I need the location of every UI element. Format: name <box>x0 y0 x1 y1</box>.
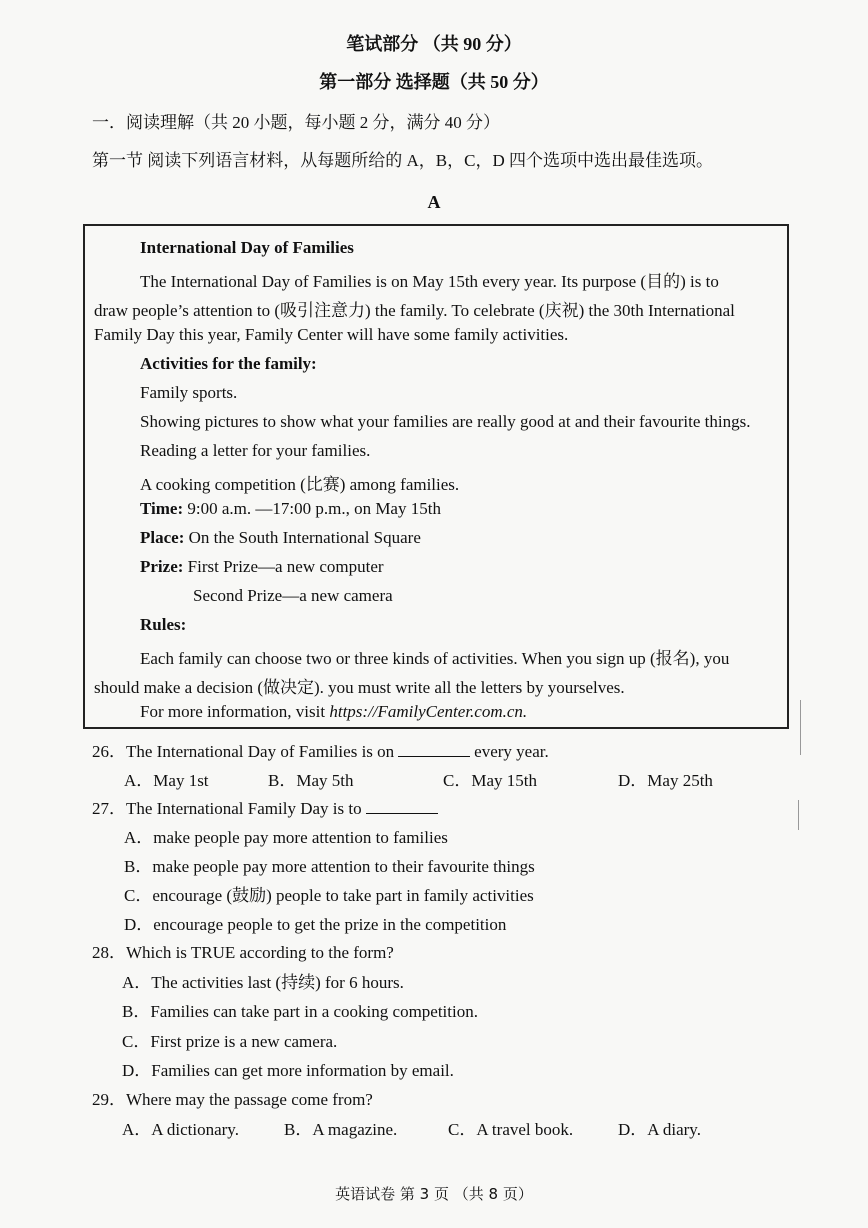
option-text: make people pay more attention to families <box>153 828 448 847</box>
scan-edge-line <box>798 800 799 830</box>
question-number: 26． <box>92 742 126 761</box>
option-b <box>124 852 535 877</box>
option-letter: D． <box>618 771 648 790</box>
activity-item: Family sports. <box>140 383 238 402</box>
notice-para-line-2: draw people’s attention to (吸引注意力) the family. To celebrate (庆祝) the 30th International <box>94 301 735 320</box>
option-text: May 25th <box>647 771 713 790</box>
option-text: A magazine. <box>312 1120 398 1139</box>
option-letter: B． <box>122 1002 151 1021</box>
question-stem: Which is TRUE according to the form? <box>126 943 394 962</box>
option-c <box>443 766 537 791</box>
option-letter: A． <box>122 1120 152 1139</box>
place-label: Place: <box>140 528 185 547</box>
time-value: 9:00 a.m. —17:00 p.m., on May 15th <box>187 499 441 518</box>
option-text: May 1st <box>153 771 209 790</box>
option-text: May 15th <box>471 771 537 790</box>
option-b <box>284 1115 397 1140</box>
question-stem: The International Family Day is to <box>126 799 362 818</box>
option-text: The activities last (持续) for 6 hours. <box>151 973 404 992</box>
question-28 <box>92 938 394 963</box>
question-number: 27． <box>92 799 126 818</box>
part-one-title: 第一部分 选择题（共 50 分） <box>319 72 549 92</box>
section-reading-heading: 一．阅读理解（共 20 小题，每小题 2 分，满分 40 分） <box>92 113 500 132</box>
question-stem: Where may the passage come from? <box>126 1090 373 1109</box>
question-stem: The International Day of Families is on <box>126 742 395 761</box>
option-d <box>122 1056 454 1081</box>
question-26 <box>92 737 549 762</box>
option-a <box>122 968 404 993</box>
option-d <box>124 910 506 935</box>
activity-item: Reading a letter for your families. <box>140 441 371 460</box>
option-text: make people pay more attention to their favourite things <box>152 857 535 876</box>
more-info-url: https://FamilyCenter.com.cn. <box>329 702 528 721</box>
scan-edge-line <box>800 700 801 755</box>
option-a <box>124 823 448 848</box>
rules-heading: Rules: <box>140 615 187 634</box>
option-text: A diary. <box>647 1120 701 1139</box>
option-letter: C． <box>443 771 472 790</box>
more-info-text: For more information, visit <box>140 702 330 721</box>
option-text: First prize is a new camera. <box>150 1032 338 1051</box>
option-letter: D． <box>618 1120 648 1139</box>
question-27 <box>92 794 442 819</box>
option-b <box>268 766 353 791</box>
option-letter: C． <box>122 1032 151 1051</box>
option-text: Families can get more information by email. <box>151 1061 454 1080</box>
prize-label: Prize: <box>140 557 184 576</box>
rules-line-1: Each family can choose two or three kinds of activities. When you sign up (报名), you <box>140 649 730 668</box>
option-letter: C． <box>124 886 153 905</box>
option-letter: A． <box>124 771 154 790</box>
question-number: 28． <box>92 943 126 962</box>
place-row <box>140 528 421 548</box>
option-text: encourage (鼓励) people to take part in family activities <box>152 886 534 905</box>
option-a <box>122 1115 239 1140</box>
more-info-row <box>140 702 527 722</box>
question-stem-end: every year. <box>474 742 549 761</box>
page-footer: 英语试卷 第 3 页 （共 8 页） <box>335 1185 533 1203</box>
option-text: May 5th <box>296 771 354 790</box>
option-d <box>618 1115 701 1140</box>
notice-para-line-1: The International Day of Families is on May 15th every year. Its purpose (目的) is to <box>140 272 719 291</box>
option-letter: A． <box>124 828 154 847</box>
option-letter: D． <box>124 915 154 934</box>
option-a <box>124 766 209 791</box>
option-c <box>122 1027 337 1052</box>
option-c <box>448 1115 573 1140</box>
notice-para-line-3: Family Day this year, Family Center will have some family activities. <box>94 325 569 344</box>
rules-line-2: should make a decision (做决定). you must write all the letters by yourselves. <box>94 678 625 697</box>
section-instruction: 第一节 阅读下列语言材料，从每题所给的 A，B，C，D 四个选项中选出最佳选项。 <box>92 151 713 170</box>
question-29 <box>92 1085 373 1110</box>
option-b <box>122 997 478 1022</box>
option-letter: B． <box>124 857 153 876</box>
time-row <box>140 499 441 519</box>
option-text: A travel book. <box>476 1120 574 1139</box>
option-text: Families can take part in a cooking competition. <box>150 1002 478 1021</box>
written-part-title: 笔试部分 （共 90 分） <box>346 34 522 54</box>
question-number: 29． <box>92 1090 126 1109</box>
option-d <box>618 766 713 791</box>
prize-first: First Prize—a new computer <box>187 557 384 576</box>
option-letter: D． <box>122 1061 152 1080</box>
passage-letter: A <box>427 192 441 212</box>
activities-heading: Activities for the family: <box>140 354 317 373</box>
answer-blank <box>398 742 470 757</box>
notice-title: International Day of Families <box>140 238 354 257</box>
activity-item: A cooking competition (比赛) among families. <box>140 475 460 494</box>
prize-row <box>140 557 384 577</box>
answer-blank <box>366 799 438 814</box>
time-label: Time: <box>140 499 184 518</box>
option-letter: A． <box>122 973 152 992</box>
option-letter: B． <box>284 1120 313 1139</box>
prize-second: Second Prize—a new camera <box>193 586 393 605</box>
option-letter: B． <box>268 771 297 790</box>
option-text: A dictionary. <box>151 1120 239 1139</box>
option-c <box>124 881 534 906</box>
option-letter: C． <box>448 1120 477 1139</box>
activity-item: Showing pictures to show what your families are really good at and their favourite things. <box>140 412 751 431</box>
place-value: On the South International Square <box>188 528 421 547</box>
option-text: encourage people to get the prize in the competition <box>153 915 507 934</box>
